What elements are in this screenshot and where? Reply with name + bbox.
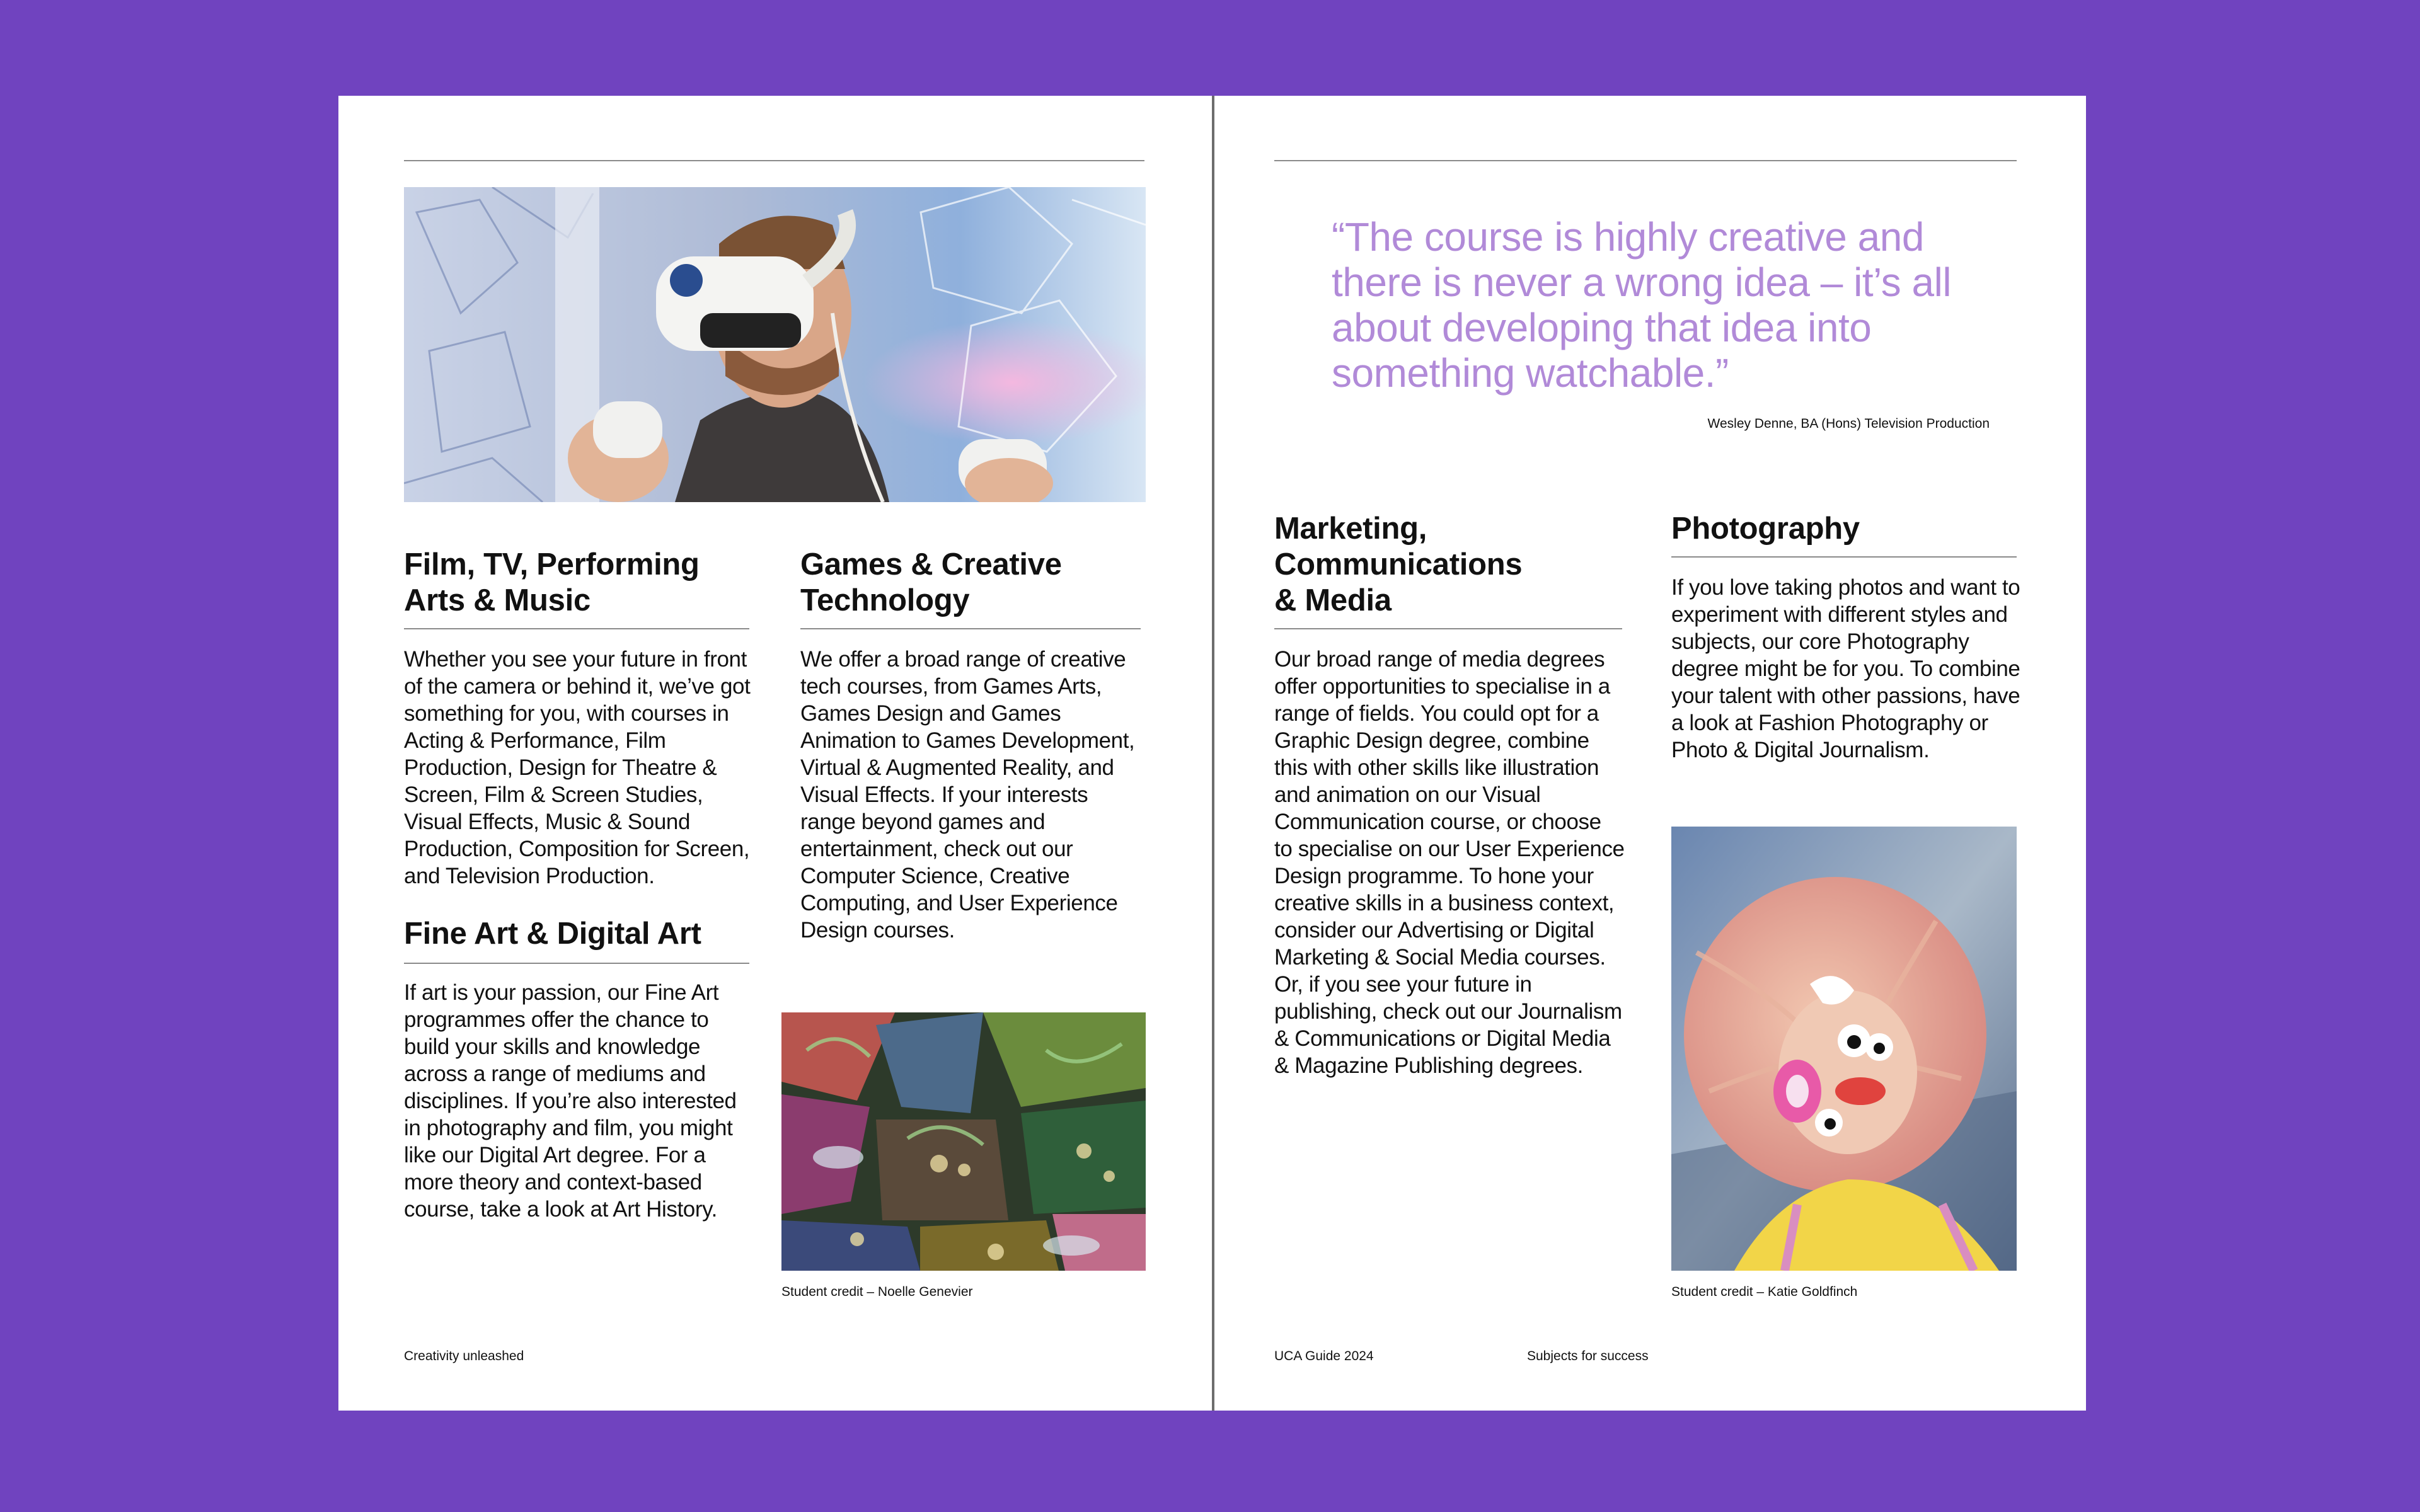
body-marketing: Our broad range of media degrees offer opportunities to specialise in a range of fields. You could opt for a Graphic Design degree, combine this with other skills like illustration and animation on our Visual Communication course, or choose to specialise on our User Experience Design programme. To hone your creative skills in a business context, consider our Advertising or Digital Marketing & Social Media courses. Or, if you see your future in publishing, check out our Journalism & Communications or Digital Media & Magazine Publishing degrees. (1274, 647, 1625, 1078)
collage-artwork-photo (781, 1012, 1146, 1271)
rule-photography (1671, 556, 2017, 558)
footer-guide: UCA Guide 2024 (1274, 1349, 1374, 1363)
pull-quote (1332, 214, 1962, 396)
rule-marketing (1274, 628, 1622, 629)
footer-left-page: Creativity unleashed (404, 1349, 524, 1363)
quote-text: The course is highly creative and there is never a wrong idea – it’s all about developing that idea into something watchable. (1332, 214, 1952, 396)
top-rule-left (404, 160, 1144, 161)
heading-fine-art: Fine Art & Digital Art (404, 917, 701, 951)
page-fold (1212, 96, 1214, 1411)
footer-subjects: Subjects for success (1527, 1349, 1649, 1363)
quote-attribution: Wesley Denne, BA (Hons) Television Production (1707, 416, 1990, 431)
body-photography: If you love taking photos and want to experiment with different styles and subjects, our core Photography degree might be for you. To combine your talent with other passions, have a look at Fashion Photography or Photo & Digital Journalism. (1671, 575, 2020, 762)
body-games: We offer a broad range of creative tech courses, from Games Arts, Games Design and Games Animation to Games Development, Virtual & Augmented Reality, and Visual Effects. If your interests range beyond games and entertainment, check out our Computer Science, Creative Computing, and User Experience Design courses. (800, 647, 1135, 942)
body-film-tv: Whether you see your future in front of the camera or behind it, we’ve got something for you, with courses in Acting & Performance, Film Production, Design for Theatre & Screen, Film & Screen Studies, Visual Effects, Music & Sound Production, Composition for Screen, and Television Production. (404, 647, 751, 888)
heading-marketing: Marketing, Communications & Media (1274, 512, 1523, 617)
rule-film-tv (404, 628, 749, 629)
top-rule-right (1274, 160, 2017, 161)
heading-photography: Photography (1671, 512, 1860, 546)
caption-katie: Student credit – Katie Goldfinch (1671, 1285, 1858, 1299)
brochure-spread (338, 96, 2086, 1411)
heading-games: Games & Creative Technology (800, 547, 1062, 617)
quote-close-mark: ” (1715, 350, 1729, 396)
rule-fine-art (404, 963, 749, 964)
quote-open-mark: “ (1332, 214, 1345, 260)
heading-film-tv: Film, TV, Performing Arts & Music (404, 547, 700, 617)
portrait-photo (1671, 827, 2017, 1271)
rule-games (800, 628, 1141, 629)
caption-noelle: Student credit – Noelle Genevier (781, 1285, 973, 1299)
vr-headset-photo (404, 187, 1146, 502)
body-fine-art: If art is your passion, our Fine Art programmes offer the chance to build your skills and knowledge across a range of mediums and disciplines. If you’re also interested in photography and film, you might like our Digital Art degree. For a more theory and context-based course, take a look at Art History. (404, 980, 737, 1222)
